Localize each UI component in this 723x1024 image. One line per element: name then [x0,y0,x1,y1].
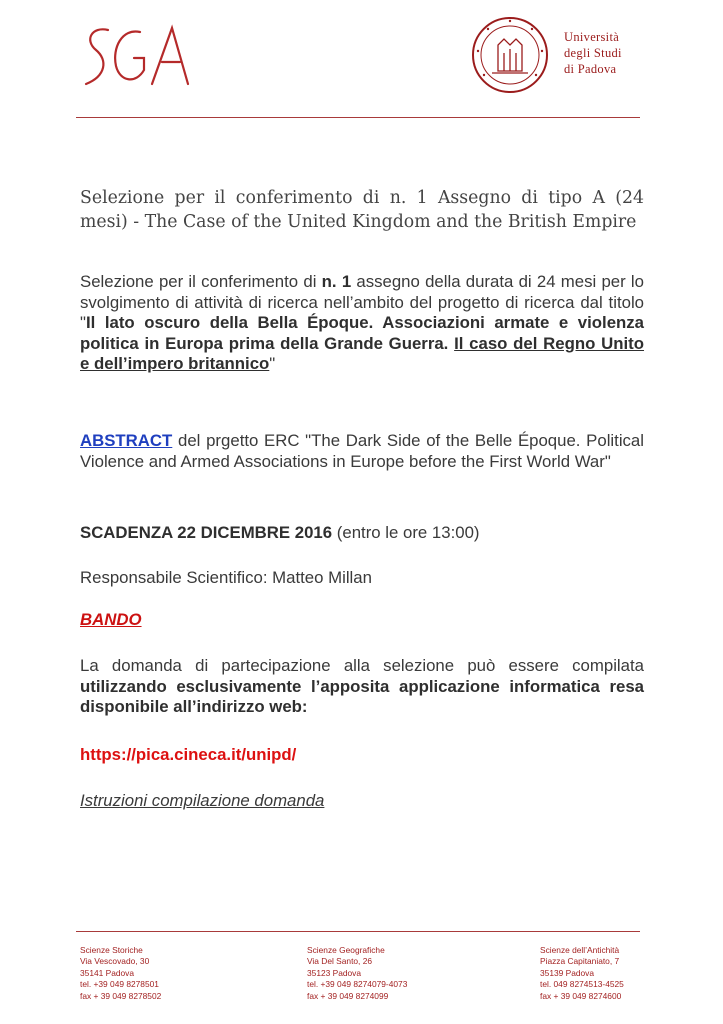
footer-scienze-storiche: Scienze Storiche Via Vescovado, 30 35141 Padova tel. +39 049 8278501 fax + 39 049 8278502 [80,945,162,1001]
university-name: Università degli Studi di Padova [564,30,622,76]
footer-divider [76,931,640,932]
footer-scienze-antichita: Scienze dell’Antichità Piazza Capitaniato, 7 35139 Padova tel. 049 8274513-4525 fax + 39 049 8274600 [540,945,624,1001]
deadline-label: SCADENZA 22 DICEMBRE 2016 [80,523,333,542]
university-seal-icon [470,15,550,95]
application-paragraph: La domanda di partecipazione alla selezione può essere compilata utilizzando esclusivamente l’apposita applicazione informatica resa disponibile all’indirizzo web: [80,656,644,716]
instructions-link[interactable]: Istruzioni compilazione domanda [80,791,325,810]
document-body [80,272,645,810]
university-logo [470,15,650,97]
abstract-paragraph: ABSTRACT del prgetto ERC "The Dark Side of the Belle Époque. Political Violence and Armed Associations in Europe before the First World War" [80,431,644,471]
bando-link[interactable]: BANDO [80,610,142,629]
abstract-link[interactable]: ABSTRACT [80,431,173,450]
sga-logo [78,18,198,98]
project-subtitle: Il caso del Regno Unito e dell’impero britannico [80,333,645,373]
intro-paragraph: Selezione per il conferimento di n. 1 assegno della durata di 24 mesi per lo svolgimento di attività di ricerca nell’ambito del progetto di ricerca dal titolo "Il lato oscuro della Bella Époque. Associazioni armate e violenza politica in Europa prima della Grande Guerra. Il caso del Regno Unito e dell’impero britannico" [80,272,645,373]
application-url-link[interactable]: https://pica.cineca.it/unipd/ [80,745,297,764]
page-title: Selezione per il conferimento di n. 1 Assegno di tipo A (24 mesi) - The Case of the United Kingdom and the British Empire [80,188,644,232]
responsabile-scientifico: Responsabile Scientifico: Matteo Millan [80,568,372,587]
footer-scienze-geografiche: Scienze Geografiche Via Del Santo, 26 35123 Padova tel. +39 049 8274079-4073 fax + 39 049 8274099 [307,945,408,1001]
header-divider [76,117,640,118]
deadline: SCADENZA 22 DICEMBRE 2016 (entro le ore 13:00) [80,523,480,542]
project-title: Il lato oscuro della Bella Époque. Associazioni armate e violenza politica in Europa prima della Grande Guerra. [80,313,644,353]
